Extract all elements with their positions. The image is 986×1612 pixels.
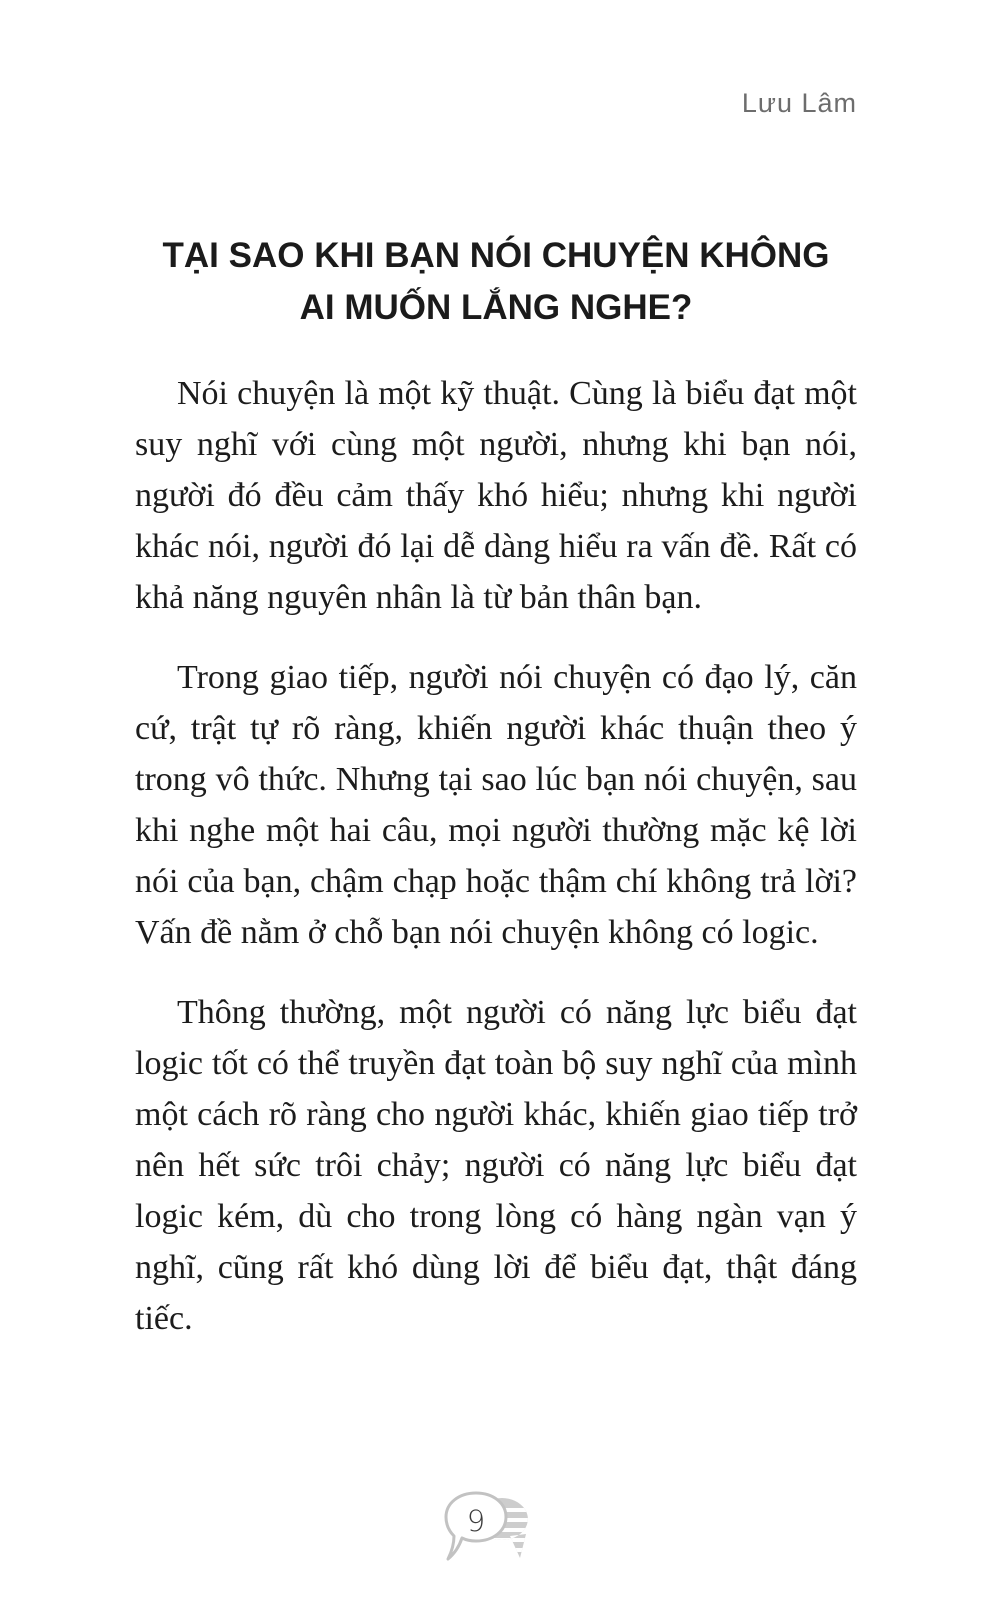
paragraph: Trong giao tiếp, người nói chuyện có đạo lý, căn cứ, trật tự rõ ràng, khiến người khác thuận theo ý trong vô thức. Nhưng tại sao lúc bạn nói chuyện, sau khi nghe một hai câu, mọi người thường mặc kệ lời nói của bạn, chậm chạp hoặc thậm chí không trả lời? Vấn đề nằm ở chỗ bạn nói chuyện không có logic. xyxy=(135,659,857,951)
paragraph: Thông thường, một người có năng lực biểu đạt logic tốt có thể truyền đạt toàn bộ suy nghĩ của mình một cách rõ ràng cho người khác, khiến giao tiếp trở nên hết sức trôi chảy; người có năng lực biểu đạt logic kém, dù cho trong lòng có hàng ngàn vạn ý nghĩ, cũng rất khó dùng lời để biểu đạt, thật đáng tiếc. xyxy=(135,994,857,1337)
running-header: Lưu Lâm xyxy=(741,88,857,118)
page-footer xyxy=(438,1488,542,1572)
chapter-title-line-2: AI MUỐN LẮNG NGHE? xyxy=(299,288,693,327)
chapter-title-line-1: TẠI SAO KHI BẠN NÓI CHUYỆN KHÔNG xyxy=(162,236,830,275)
paragraph: Nói chuyện là một kỹ thuật. Cùng là biểu đạt một suy nghĩ với cùng một người, nhưng khi bạn nói, người đó đều cảm thấy khó hiểu; nhưng khi người khác nói, người đó lại dễ dàng hiểu ra vấn đề. Rất có khả năng nguyên nhân là từ bản thân bạn. xyxy=(135,375,857,616)
body-text xyxy=(135,368,857,1344)
chapter-title xyxy=(135,230,857,334)
page-number: 9 xyxy=(466,1504,486,1538)
